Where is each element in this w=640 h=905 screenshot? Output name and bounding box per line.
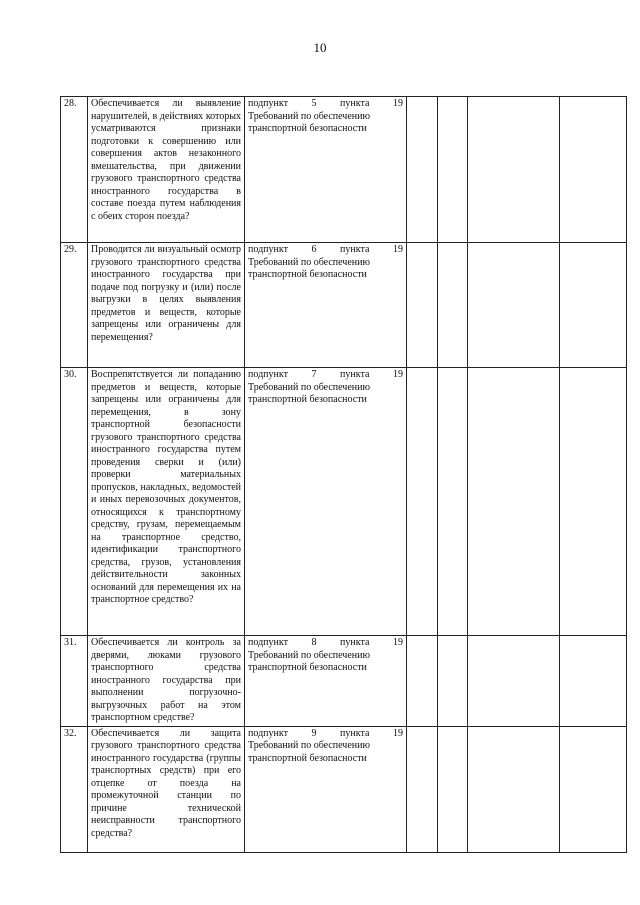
- question-text: Обеспечивается ли контроль за дверями, люками грузового транспортного средства иностранного государства при выполнении погрузочно-выгрузочных работ на этом транспортном средстве?: [88, 636, 245, 727]
- reference-word: подпункт: [248, 637, 288, 648]
- reference-subpoint: 9: [311, 727, 317, 739]
- answer-cell-yes[interactable]: [407, 368, 438, 636]
- reference-word: подпункт: [248, 98, 288, 109]
- answer-cell-notes[interactable]: [560, 636, 627, 727]
- row-number: 29.: [61, 243, 88, 368]
- reference-point: 19: [392, 244, 403, 255]
- reference-point: 19: [392, 727, 403, 739]
- reference-cell: [245, 636, 407, 727]
- question-text: Воспрепятствуется ли попаданию предметов и веществ, которые запрещены или ограничены для перемещения, в зону транспортной безопасности грузового транспортного средства иностранного государства путем проведения сверки и (или) проверки материальных пропусков, накладных, ведомостей и иных перевозочных документов, относящихся к транспортному средству, грузам, перемещаемым на транспортное средство, идентификации транспортного средства, грузов, установления действительности законных оснований для перемещения их на транспортное средство?: [88, 368, 245, 636]
- row-number: 31.: [61, 636, 88, 727]
- reference-word: пункта: [340, 98, 370, 109]
- reference-head: [248, 244, 403, 257]
- answer-cell-notes[interactable]: [560, 97, 627, 243]
- table-row: [61, 636, 627, 727]
- page-number: 10: [313, 40, 327, 55]
- reference-word: пункта: [340, 727, 370, 739]
- reference-cell: [245, 726, 407, 852]
- answer-cell-yes[interactable]: [407, 97, 438, 243]
- reference-cell: [245, 97, 407, 243]
- reference-text: Требований по обеспечению транспортной безопасности: [248, 649, 370, 673]
- table-row: [61, 97, 627, 243]
- reference-text: Требований по обеспечению транспортной безопасности: [248, 256, 370, 280]
- reference-word: подпункт: [248, 727, 288, 739]
- question-text: Обеспечивается ли выявление нарушителей, в действиях которых усматриваются признаки подготовки к совершению или совершения актов незаконного вмешательства, при движении грузового транспортного средства иностранного государства в составе поезда путем наблюдения с обеих сторон поезда?: [88, 97, 245, 243]
- reference-word: пункта: [340, 637, 370, 648]
- reference-subpoint: 7: [311, 369, 317, 380]
- reference-text: Требований по обеспечению транспортной безопасности: [248, 110, 370, 134]
- reference-head: [248, 637, 403, 650]
- reference-word: подпункт: [248, 369, 288, 380]
- reference-subpoint: 6: [311, 244, 317, 255]
- reference-head: [248, 728, 403, 741]
- row-number: 32.: [61, 726, 88, 852]
- checklist-table: [60, 96, 627, 853]
- reference-point: 19: [392, 369, 403, 380]
- reference-cell: [245, 368, 407, 636]
- table-row: [61, 368, 627, 636]
- reference-word: пункта: [340, 244, 370, 255]
- answer-cell-not-applicable[interactable]: [468, 636, 560, 727]
- reference-head: [248, 369, 403, 382]
- table-row: [61, 726, 627, 852]
- answer-cell-no[interactable]: [438, 726, 468, 852]
- question-text: Проводится ли визуальный осмотр грузового транспортного средства иностранного государства при подаче под погрузку и (или) после выгрузки в целях выявления предметов и веществ, которые запрещены или ограничены для перемещения?: [88, 243, 245, 368]
- table-row: [61, 243, 627, 368]
- reference-head: [248, 98, 403, 111]
- reference-cell: [245, 243, 407, 368]
- answer-cell-not-applicable[interactable]: [468, 243, 560, 368]
- answer-cell-notes[interactable]: [560, 243, 627, 368]
- reference-text: Требований по обеспечению транспортной безопасности: [248, 381, 370, 405]
- answer-cell-not-applicable[interactable]: [468, 97, 560, 243]
- reference-subpoint: 8: [311, 637, 317, 648]
- reference-point: 19: [392, 98, 403, 109]
- reference-point: 19: [392, 637, 403, 648]
- answer-cell-no[interactable]: [438, 97, 468, 243]
- answer-cell-no[interactable]: [438, 243, 468, 368]
- question-text: Обеспечивается ли защита грузового транспортного средства иностранного государства (группы транспортных средств) при его отцепке от поезда на промежуточной станции по причине технической неисправности транспортного средства?: [88, 726, 245, 852]
- row-number: 30.: [61, 368, 88, 636]
- reference-word: пункта: [340, 369, 370, 380]
- reference-word: подпункт: [248, 244, 288, 255]
- answer-cell-notes[interactable]: [560, 726, 627, 852]
- answer-cell-not-applicable[interactable]: [468, 726, 560, 852]
- answer-cell-no[interactable]: [438, 368, 468, 636]
- answer-cell-not-applicable[interactable]: [468, 368, 560, 636]
- answer-cell-yes[interactable]: [407, 726, 438, 852]
- reference-subpoint: 5: [311, 98, 317, 109]
- answer-cell-yes[interactable]: [407, 243, 438, 368]
- answer-cell-yes[interactable]: [407, 636, 438, 727]
- answer-cell-no[interactable]: [438, 636, 468, 727]
- row-number: 28.: [61, 97, 88, 243]
- reference-text: Требований по обеспечению транспортной безопасности: [248, 740, 370, 764]
- answer-cell-notes[interactable]: [560, 368, 627, 636]
